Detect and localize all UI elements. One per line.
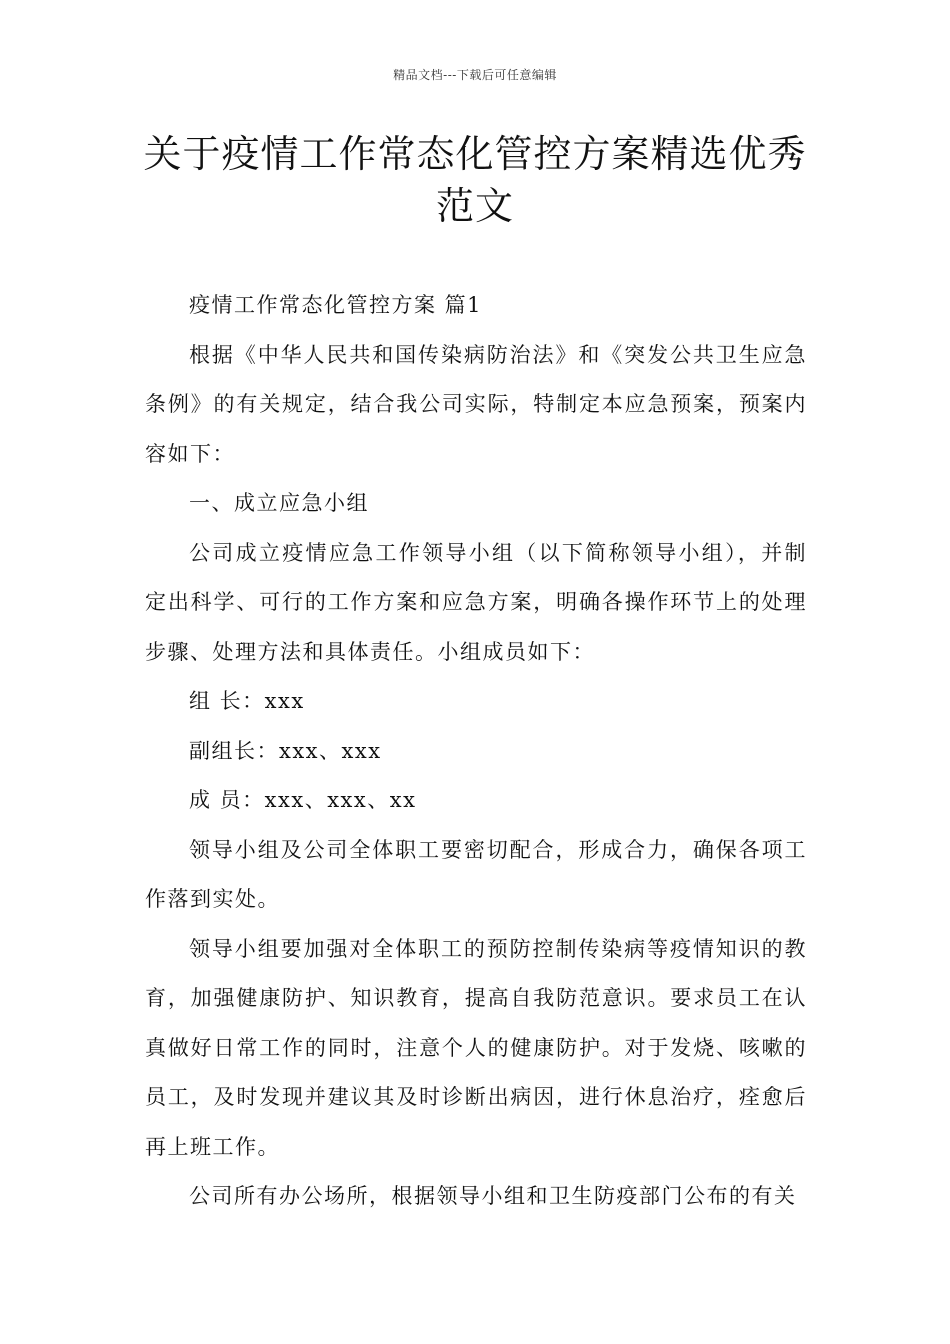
body-paragraph: 公司成立疫情应急工作领导小组（以下简称领导小组），并制定出科学、可行的工作方案和应急方案，明确各操作环节上的处理步骤、处理方法和具体责任。小组成员如下：	[145, 540, 807, 664]
subsection-heading: 一、成立应急小组	[189, 491, 369, 515]
member-line-deputy: 副组长：xxx、xxx	[189, 738, 382, 763]
document-title: 关于疫情工作常态化管控方案精选优秀范文	[143, 132, 807, 228]
header-note: 精品文档---下载后可任意编辑	[393, 68, 557, 82]
body-paragraph: 根据《中华人民共和国传染病防治法》和《突发公共卫生应急条例》的有关规定，结合我公司实际，特制定本应急预案，预案内容如下：	[145, 342, 807, 466]
member-line-leader: 组 长：xxx	[189, 689, 305, 713]
body-paragraph: 领导小组及公司全体职工要密切配合，形成合力，确保各项工作落到实处。	[145, 837, 807, 911]
section-heading: 疫情工作常态化管控方案 篇1	[189, 293, 483, 317]
document-body	[145, 281, 807, 1222]
member-line-members: 成 员：xxx、xxx、xx	[189, 788, 417, 812]
body-paragraph: 公司所有办公场所，根据领导小组和卫生防疫部门公布的有关	[189, 1184, 797, 1208]
body-paragraph: 领导小组要加强对全体职工的预防控制传染病等疫情知识的教育，加强健康防护、知识教育，提高自我防范意识。要求员工在认真做好日常工作的同时，注意个人的健康防护。对于发烧、咳嗽的员工，及时发现并建议其及时诊断出病因，进行休息治疗，痊愈后再上班工作。	[145, 936, 807, 1159]
